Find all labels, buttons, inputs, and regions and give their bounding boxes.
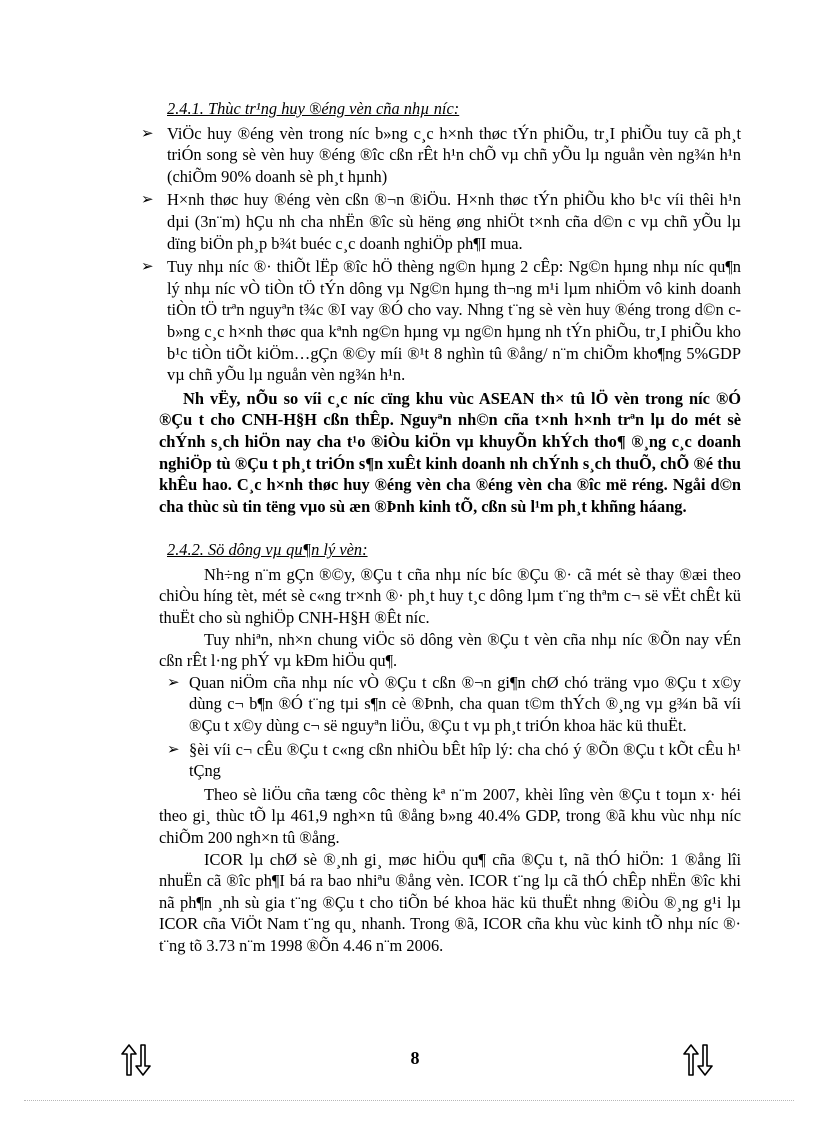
paragraph: Theo sè liÖu cña tæng côc thèng kª n¨m 2007, khèi lîng vèn ®Çu t toµn x· héi theo gi¸ thùc tÕ lµ 461,9 ngh×n tû ®ång b»ng 40.4% GDP, trong ®ã khu vùc nhµ níc chiÕm 200 ngh×n tû ®ång. [159,784,741,847]
bullet-list-1 [163,123,741,386]
bullet-list-2 [163,672,741,782]
page-number: 8 [410,1048,420,1068]
bold-paragraph: Nh vËy, nÕu so víi c¸c níc cïng khu vùc ASEAN th× tû lÖ vèn trong níc ®Ó ®Çu t cho CNH-H§H cßn thÊp. Nguyªn nh©n cña t×nh h×nh trªn lµ do mét sè chÝnh s¸ch hiÖn nay cha t¹o ®iÒu kiÖn vµ khuyÕn khÝch tho¶ ®¸ng c¸c doanh nghiÖp tù ®Çu t ph¸t triÓn s¶n xuÊt kinh doanh nh chÝnh s¸ch thuÕ, chÕ ®é thu khÊu hao. C¸c h×nh thøc huy ®éng vèn cha ®éng vèn cha ®îc më réng. Ngåi d©n cha thùc sù tin tëng vµo sù æn ®Þnh kinh tÕ, cßn sù l¹m ph¸t khñng háang. [159,388,741,516]
paragraph: ICOR lµ chØ sè ®¸nh gi¸ møc hiÖu qu¶ cña ®Çu t, nã thÓ hiÖn: 1 ®ång lîi nhuËn cã ®îc ph¶I bá ra bao nhiªu ®ång vèn. ICOR t¨ng lµ cã thÓ chÊp nhËn ®îc khi nã ph¶n ¸nh sù gia t¨ng ®Çu t cho tiÕn bé khoa häc kü thuËt nhng ®iÒu ®¸ng g¹i lµ ICOR cña ViÖt Nam t¨ng qu¸ nhanh. Trong ®ã, ICOR cña khu vùc kinh tÕ nhµ níc ®· t¨ng tõ 3.73 n¨m 1998 ®Õn 4.46 n¨m 2006. [159,849,741,955]
bullet-item: ➢ ViÖc huy ®éng vèn trong níc b»ng c¸c h×nh thøc tÝn phiÕu, tr¸I phiÕu tuy cã ph¸t triÓn song sè vèn huy ®éng ®îc cßn rÊt h¹n chÕ vµ chñ yÕu lµ nguån vèn ng¾n h¹n (chiÕm 90% doanh sè ph¸t hµnh) [163,123,741,188]
paragraph: Tuy nhiªn, nh×n chung viÖc sö dông vèn ®Çu t vèn cña nhµ níc ®Õn nay vÉn cßn rÊt l·ng phÝ vµ kÐm hiÖu qu¶. [159,629,741,671]
up-down-arrow-icon[interactable] [121,1043,151,1077]
body-text [159,98,741,957]
bullet-item: ➢ Quan niÖm cña nhµ níc vÒ ®Çu t cßn ®¬n gi¶n chØ chó träng vµo ®Çu t x©y dùng c¬ b¶n ®Ó t¨ng tµi s¶n cè ®Þnh, cha quan t©m thÝch ®¸ng vµ g¾n bã víi ®Çu t x©y dùng c¬ së nguyªn liÖu, ®Çu t vµ ph¸t triÓn khoa häc kü thuËt. [163,672,741,737]
bullet-item: ➢ §èi víi c¬ cÊu ®Çu t c«ng cßn nhiÒu bÊt hîp lý: cha chó ý ®Õn ®Çu t kÕt cÊu h¹ tÇng [163,739,741,782]
bullet-item: ➢ Tuy nhµ níc ®· thiÕt lËp ®îc hÖ thèng ng©n hµng 2 cÊp: Ng©n hµng nhµ níc qu¶n lý nhµ níc vÒ tiÒn tÖ tÝn dông vµ Ng©n hµng th¬ng m¹i lµm nhiÖm vô kinh doanh tiÒn tÖ trªn nguyªn t¾c ®I vay ®Ó cho vay. Nhng t¨ng sè vèn huy ®éng trong d©n c b»ng c¸c h×nh thøc qua kªnh ng©n hµng vµ ng©n hµng nh tÝn phiÕu, tr¸I phiÕu kho b¹c tiÒn tiÕt kiÖm…gÇn ®©y míi ®¹t 8 nghìn tû ®ång/ n¨m chiÕm kho¶ng 5%GDP vµ chñ yÕu lµ nguån vèn ng¾n h¹n. [163,256,741,386]
bullet-item: ➢ H×nh thøc huy ®éng vèn cßn ®¬n ®iÖu. H×nh thøc tÝn phiÕu kho b¹c víi thêi h¹n dµi (3n¨m) hÇu nh cha nhËn ®îc sù hëng øng nhiÖt t×nh cña d©n c vµ chñ yÕu lµ dïng biÖn ph¸p b¾t buéc c¸c doanh nghiÖp ph¶I mua. [163,189,741,254]
section-heading-2-4-1: 2.4.1. Thùc tr¹ng huy ®éng vèn cña nhµ níc: [167,99,460,118]
page-divider [24,1100,794,1101]
section-heading-2-4-2: 2.4.2. Sö dông vµ qu¶n lý vèn: [167,540,368,560]
paragraph: Nh÷ng n¨m gÇn ®©y, ®Çu t cña nhµ níc bíc ®Çu ®· cã mét sè thay ®æi theo chiÒu híng tèt, mét sè c«ng tr×nh ®· ph¸t huy t¸c dông lµm t¨ng thªm c¬ së vËt chÊt kü thuËt cho sù nghiÖp CNH-H§H ®Êt níc. [159,564,741,628]
up-down-arrow-icon[interactable] [683,1043,713,1077]
